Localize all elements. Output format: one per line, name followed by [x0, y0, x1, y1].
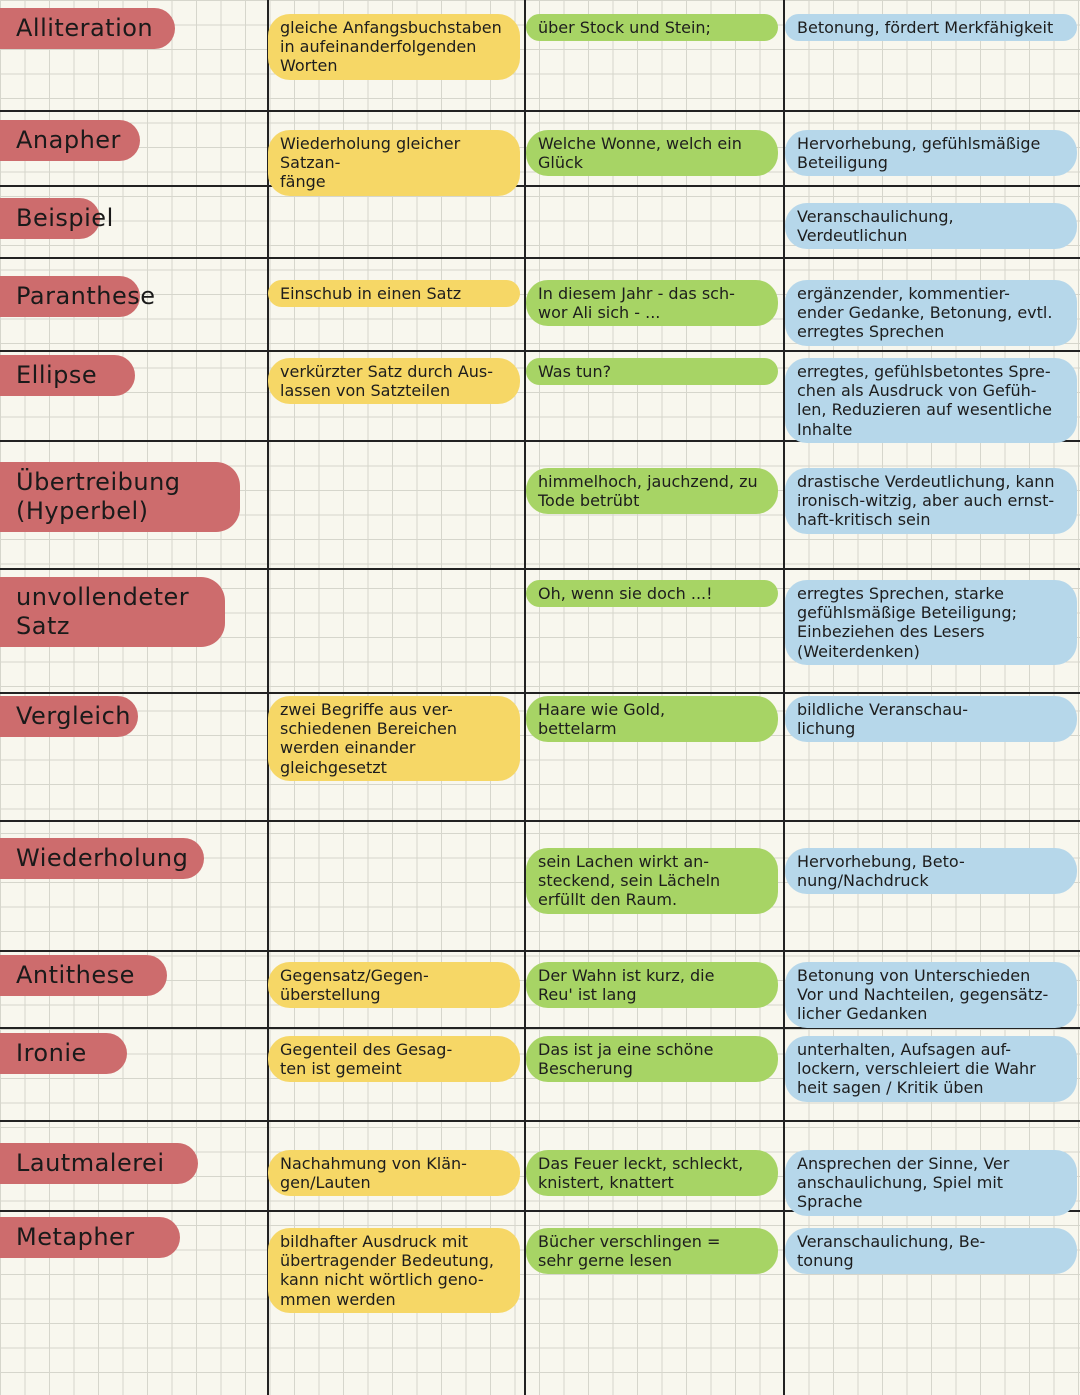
- row-divider: [0, 350, 1080, 352]
- term-label: Vergleich: [0, 696, 138, 737]
- definition-text: Wiederholung gleicher Satzan- fänge: [268, 130, 520, 196]
- effect-text: Hervorhebung, Beto- nung/Nachdruck: [785, 848, 1077, 894]
- example-text: himmelhoch, jauchzend, zu Tode betrübt: [526, 468, 778, 514]
- term-label: Alliteration: [0, 8, 175, 49]
- effect-text: Veranschaulichung, Verdeutlichun: [785, 203, 1077, 249]
- example-text: Das ist ja eine schöne Bescherung: [526, 1036, 778, 1082]
- row-divider: [0, 1120, 1080, 1122]
- definition-text: bildhafter Ausdruck mit übertragender Bedeutung, kann nicht wörtlich geno- mmen werden: [268, 1228, 520, 1313]
- effect-text: Betonung, fördert Merkfähigkeit: [785, 14, 1077, 41]
- column-divider: [524, 0, 526, 1395]
- column-divider: [267, 0, 269, 1395]
- effect-text: Veranschaulichung, Be- tonung: [785, 1228, 1077, 1274]
- term-label: Antithese: [0, 955, 167, 996]
- term-label: Ironie: [0, 1033, 127, 1074]
- row-divider: [0, 185, 1080, 187]
- effect-text: Betonung von Unterschieden Vor und Nachteilen, gegensätz- licher Gedanken: [785, 962, 1077, 1028]
- row-divider: [0, 692, 1080, 694]
- effect-text: Ansprechen der Sinne, Ver anschaulichung, Spiel mit Sprache: [785, 1150, 1077, 1216]
- effect-text: erregtes Sprechen, starke gefühlsmäßige Beteiligung; Einbeziehen des Lesers (Weiterdenken): [785, 580, 1077, 665]
- definition-text: Einschub in einen Satz: [268, 280, 520, 307]
- term-label: Ellipse: [0, 355, 135, 396]
- term-label: Übertreibung (Hyperbel): [0, 462, 240, 532]
- definition-text: Gegenteil des Gesag- ten ist gemeint: [268, 1036, 520, 1082]
- example-text: Bücher verschlingen = sehr gerne lesen: [526, 1228, 778, 1274]
- example-text: Was tun?: [526, 358, 778, 385]
- definition-text: zwei Begriffe aus ver- schiedenen Bereichen werden einander gleichgesetzt: [268, 696, 520, 781]
- row-divider: [0, 568, 1080, 570]
- term-label: Anapher: [0, 120, 140, 161]
- row-divider: [0, 950, 1080, 952]
- term-label: Lautmalerei: [0, 1143, 198, 1184]
- definition-text: gleiche Anfangsbuchstaben in aufeinanderfolgenden Worten: [268, 14, 520, 80]
- example-text: Haare wie Gold, bettelarm: [526, 696, 778, 742]
- row-divider: [0, 110, 1080, 112]
- term-label: Metapher: [0, 1217, 180, 1258]
- term-label: Wiederholung: [0, 838, 204, 879]
- example-text: Oh, wenn sie doch ...!: [526, 580, 778, 607]
- example-text: Das Feuer leckt, schleckt, knistert, knattert: [526, 1150, 778, 1196]
- definition-text: Gegensatz/Gegen- überstellung: [268, 962, 520, 1008]
- effect-text: erregtes, gefühlsbetontes Spre- chen als Ausdruck von Gefüh- len, Reduzieren auf wesentliche Inhalte: [785, 358, 1077, 443]
- row-divider: [0, 820, 1080, 822]
- term-label: Beispiel: [0, 198, 100, 239]
- row-divider: [0, 257, 1080, 259]
- effect-text: bildliche Veranschau- lichung: [785, 696, 1077, 742]
- example-text: In diesem Jahr - das sch- wor Ali sich - ...: [526, 280, 778, 326]
- example-text: sein Lachen wirkt an- steckend, sein Lächeln erfüllt den Raum.: [526, 848, 778, 914]
- effect-text: drastische Verdeutlichung, kann ironisch-witzig, aber auch ernst- haft-kritisch sein: [785, 468, 1077, 534]
- definition-text: verkürzter Satz durch Aus- lassen von Satzteilen: [268, 358, 520, 404]
- effect-text: unterhalten, Aufsagen auf- lockern, verschleiert die Wahr heit sagen / Kritik üben: [785, 1036, 1077, 1102]
- term-label: unvollendeter Satz: [0, 577, 225, 647]
- effect-text: Hervorhebung, gefühlsmäßige Beteiligung: [785, 130, 1077, 176]
- term-label: Paranthese: [0, 276, 140, 317]
- effect-text: ergänzender, kommentier- ender Gedanke, Betonung, evtl. erregtes Sprechen: [785, 280, 1077, 346]
- definition-text: Nachahmung von Klän- gen/Lauten: [268, 1150, 520, 1196]
- example-text: Welche Wonne, welch ein Glück: [526, 130, 778, 176]
- example-text: Der Wahn ist kurz, die Reu' ist lang: [526, 962, 778, 1008]
- example-text: über Stock und Stein;: [526, 14, 778, 41]
